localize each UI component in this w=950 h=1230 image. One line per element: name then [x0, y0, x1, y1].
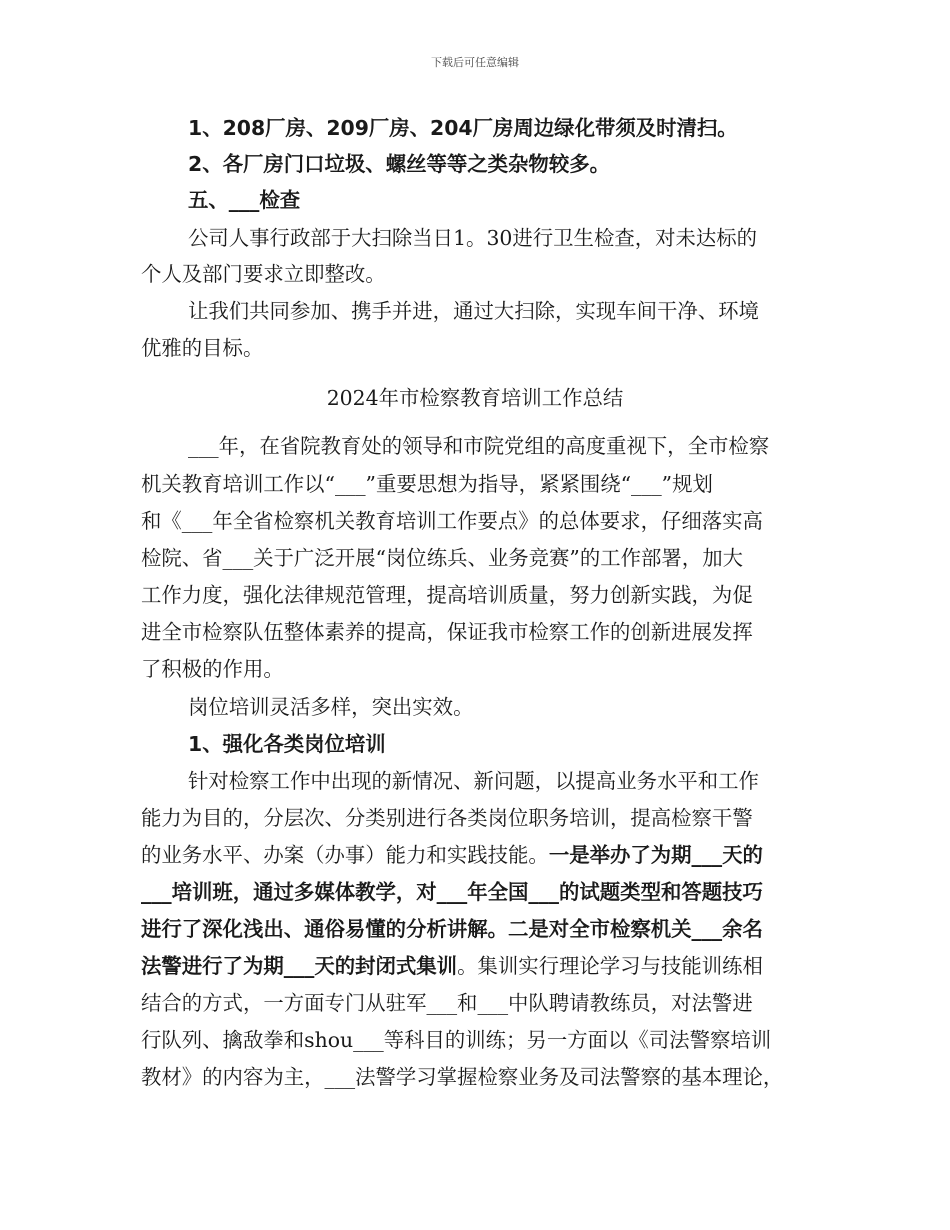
- paragraph-line: 能力为目的，分层次、分类别进行各类岗位职务培训，提高检察干警: [141, 806, 753, 830]
- paragraph-line: ___年，在省院教育处的领导和市院党组的高度重视下，全市检察: [188, 434, 770, 458]
- paragraph-line: [141, 845, 763, 865]
- paragraph-line: 教材》的内容为主，___法警学习掌握检察业务及司法警察的基本理论，: [141, 1065, 784, 1089]
- paragraph-line: 机关教育培训工作以“___”重要思想为指导，紧紧围绕“___”规划: [141, 472, 713, 496]
- sub-heading: 1、强化各类岗位培训: [188, 732, 386, 756]
- normal-text: 的业务水平、办案（办事）能力和实践技能。: [141, 843, 549, 867]
- paragraph-line: 针对检察工作中出现的新情况、新问题，以提高业务水平和工作: [188, 769, 759, 793]
- paragraph-line: 让我们共同参加、携手并进，通过大扫除，实现车间干净、环境: [188, 299, 759, 323]
- paragraph-line: 个人及部门要求立即整改。: [141, 262, 386, 286]
- section-heading: 五、___检查: [188, 188, 301, 212]
- list-item: 2、各厂房门口垃圾、螺丝等等之类杂物较多。: [188, 152, 610, 176]
- paragraph-line: ___培训班，通过多媒体教学，对___年全国___的试题类型和答题技巧: [141, 880, 763, 904]
- paragraph-line: 结合的方式，一方面专门从驻军___和___中队聘请教练员，对法警进: [141, 991, 753, 1015]
- normal-text: 。集训实行理论学习与技能训练相: [457, 954, 763, 978]
- page-header: 下载后可任意编辑: [431, 56, 519, 69]
- paragraph-line: 工作力度，强化法律规范管理，提高培训质量，努力创新实践，为促: [141, 583, 753, 607]
- document-title: 2024年市检察教育培训工作总结: [326, 386, 624, 410]
- bold-text: 法警进行了为期___天的封闭式集训: [141, 954, 458, 978]
- list-item: 1、208厂房、209厂房、204厂房周边绿化带须及时清扫。: [188, 116, 738, 140]
- paragraph-line: 和《___年全省检察机关教育培训工作要点》的总体要求，仔细落实高: [141, 509, 763, 533]
- paragraph-line: [141, 956, 763, 976]
- paragraph-line: 了积极的作用。: [141, 657, 284, 681]
- summary-line: 岗位培训灵活多样，突出实效。: [188, 695, 474, 719]
- paragraph-line: 检院、省___关于广泛开展“岗位练兵、业务竞赛”的工作部署，加大: [141, 546, 743, 570]
- paragraph-line: 优雅的目标。: [141, 336, 264, 360]
- paragraph-line: 进全市检察队伍整体素养的提高，保证我市检察工作的创新进展发挥: [141, 620, 753, 644]
- bold-text: 一是举办了为期___天的: [548, 843, 763, 867]
- paragraph-line: 行队列、擒敌拳和shou___等科目的训练；另一方面以《司法警察培训: [141, 1028, 772, 1052]
- paragraph-line: 公司人事行政部于大扫除当日1。30进行卫生检查，对未达标的: [188, 226, 758, 250]
- paragraph-line: 进行了深化浅出、通俗易懂的分析讲解。二是对全市检察机关___余名: [141, 917, 763, 941]
